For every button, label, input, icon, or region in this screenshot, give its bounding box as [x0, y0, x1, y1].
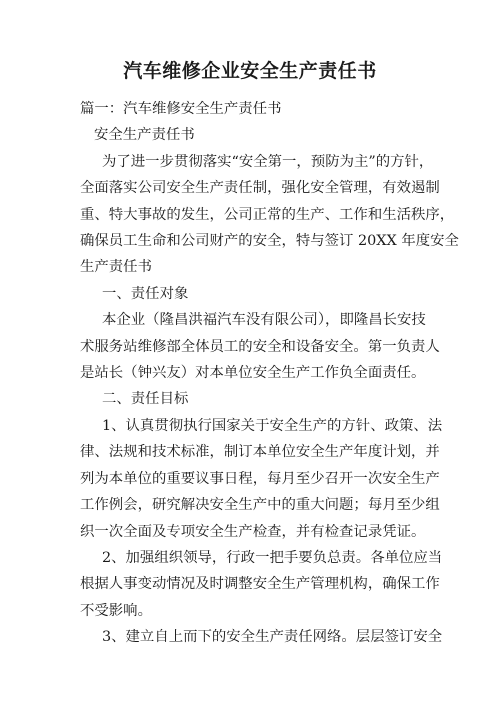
section-heading: 二、责任目标: [102, 391, 189, 408]
paragraph-line: 织一次全面及专项安全生产检查，并有检查记录凭证。: [80, 523, 426, 540]
paragraph-line: 为了进一步贯彻落实“安全第一，预防为主”的方针，: [102, 153, 434, 170]
paragraph-line: 根据人事变动情况及时调整安全生产管理机构，确保工作: [80, 576, 440, 593]
paragraph-line: 不受影响。: [80, 602, 152, 619]
paragraph-line: 重、特大事故的发生，公司正常的生产、工作和生活秩序，: [80, 206, 455, 223]
paragraph-line: 2、加强组织领导，行政一把手要负总责。各单位应当: [102, 549, 443, 566]
paragraph-line: 全面落实公司安全生产责任制，强化安全管理，有效遏制: [80, 180, 440, 197]
paragraph-line: 律、法规和技术标准，制订本单位安全生产年度计划，并: [80, 444, 440, 461]
paragraph-line: 工作例会，研究解决安全生产中的重大问题；每月至少组: [80, 497, 440, 514]
document-title: 汽车维修企业安全生产责任书: [123, 60, 377, 82]
subheading: 安全生产责任书: [94, 127, 195, 144]
paragraph-line: 生产责任书: [80, 259, 152, 276]
paragraph-line: 确保员工生命和公司财产的安全，特与签订 20XX 年度安全: [80, 233, 459, 250]
paragraph-line: 是站长（钟兴友）对本单位安全生产工作负全面责任。: [80, 365, 426, 382]
paragraph-line: 术服务站维修部全体员工的安全和设备安全。第一负责人: [80, 338, 440, 355]
document-body: [80, 96, 459, 651]
paragraph-line: 1、认真贯彻执行国家关于安全生产的方针、政策、法: [102, 417, 443, 434]
section-heading: 篇一：汽车维修安全生产责任书: [80, 101, 282, 117]
paragraph-line: 3、建立自上而下的安全生产责任网络。层层签订安全: [102, 629, 443, 646]
section-heading: 一、责任对象: [102, 285, 189, 302]
paragraph-line: 列为本单位的重要议事日程，每月至少召开一次安全生产: [80, 470, 440, 487]
paragraph-line: 本企业（隆昌洪福汽车没有限公司），即隆昌长安技: [102, 312, 426, 329]
